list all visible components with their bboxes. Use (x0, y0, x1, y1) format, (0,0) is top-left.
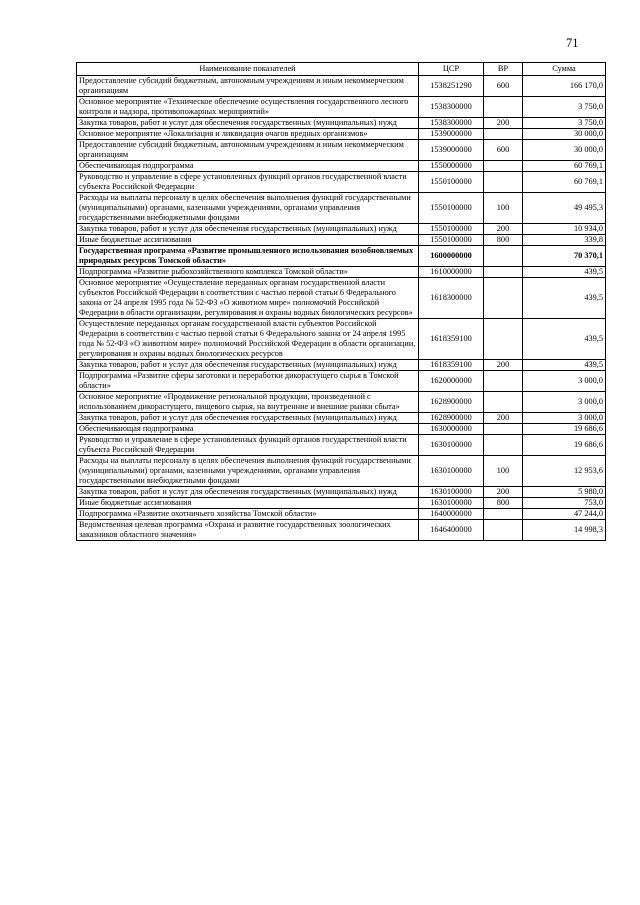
table-row (77, 360, 606, 371)
row-vr-cell (484, 424, 523, 435)
table-row (77, 278, 606, 319)
row-vr-cell: 800 (484, 235, 523, 246)
row-sum-cell: 60 769,1 (523, 172, 606, 193)
row-name-cell: Закупка товаров, работ и услуг для обеспечения государственных (муниципальных) нужд (77, 487, 419, 498)
row-vr-cell (484, 172, 523, 193)
table-row (77, 371, 606, 392)
row-csr-cell: 1538251290 (419, 76, 484, 97)
row-name-cell: Иные бюджетные ассигнования (77, 235, 419, 246)
row-vr-cell (484, 371, 523, 392)
row-vr-cell: 200 (484, 487, 523, 498)
table-row (77, 161, 606, 172)
header-name: Наименование показателей (77, 63, 419, 76)
row-csr-cell: 1550100000 (419, 172, 484, 193)
row-vr-cell: 100 (484, 193, 523, 224)
page-number: 71 (566, 36, 579, 50)
row-vr-cell: 200 (484, 224, 523, 235)
row-sum-cell: 439,5 (523, 267, 606, 278)
row-vr-cell (484, 267, 523, 278)
row-sum-cell: 19 686,6 (523, 424, 606, 435)
row-name-cell: Подпрограмма «Развитие охотничьего хозяйства Томской области» (77, 509, 419, 520)
budget-table (76, 62, 606, 541)
row-csr-cell: 1550100000 (419, 235, 484, 246)
row-name-cell: Подпрограмма «Развитие сферы заготовки и переработки дикорастущего сырья в Томской области» (77, 371, 419, 392)
table-row (77, 224, 606, 235)
row-vr-cell (484, 246, 523, 267)
row-name-cell: Руководство и управление в сфере установленных функций органов государственной власти субъекта Российской Федерации (77, 435, 419, 456)
row-csr-cell: 1538300000 (419, 118, 484, 129)
row-csr-cell: 1539000000 (419, 140, 484, 161)
row-vr-cell (484, 278, 523, 319)
row-csr-cell: 1550100000 (419, 193, 484, 224)
row-name-cell: Ведомственная целевая программа «Охрана и развитие государственных зоологических заказников областного значения» (77, 520, 419, 541)
row-sum-cell: 3 750,0 (523, 97, 606, 118)
row-csr-cell: 1640000000 (419, 509, 484, 520)
row-vr-cell (484, 129, 523, 140)
row-name-cell: Предоставление субсидий бюджетным, автономным учреждениям и иным некоммерческим организациям (77, 140, 419, 161)
row-csr-cell: 1550000000 (419, 161, 484, 172)
table-row (77, 246, 606, 267)
table-row (77, 140, 606, 161)
row-sum-cell: 3 000,0 (523, 371, 606, 392)
row-vr-cell: 600 (484, 76, 523, 97)
row-csr-cell: 1618300000 (419, 278, 484, 319)
row-name-cell: Обеспечивающая подпрограмма (77, 424, 419, 435)
row-name-cell: Осуществление переданных органам государственной власти субъектов Российской Федерации в соответствии с частью первой статьи 6 Федерального закона от 24 апреля 1995 года № 52-ФЗ «О животном мире» полномочий Российской Федерации в области организации, регулирования и охраны водных биологических ресурсов (77, 319, 419, 360)
row-vr-cell (484, 392, 523, 413)
row-sum-cell: 3 000,0 (523, 392, 606, 413)
table-row (77, 193, 606, 224)
row-vr-cell (484, 509, 523, 520)
row-csr-cell: 1618359100 (419, 319, 484, 360)
row-csr-cell: 1618359100 (419, 360, 484, 371)
row-sum-cell: 30 000,0 (523, 129, 606, 140)
table-row (77, 509, 606, 520)
table-row (77, 392, 606, 413)
row-vr-cell: 600 (484, 140, 523, 161)
row-csr-cell: 1538300000 (419, 97, 484, 118)
row-csr-cell: 1628900000 (419, 392, 484, 413)
table-row (77, 456, 606, 487)
row-sum-cell: 166 170,0 (523, 76, 606, 97)
row-sum-cell: 5 980,0 (523, 487, 606, 498)
row-sum-cell: 439,5 (523, 278, 606, 319)
header-sum: Сумма (523, 63, 606, 76)
row-csr-cell: 1630100000 (419, 456, 484, 487)
row-vr-cell: 200 (484, 360, 523, 371)
row-sum-cell: 439,5 (523, 360, 606, 371)
table-row (77, 435, 606, 456)
row-csr-cell: 1610000000 (419, 267, 484, 278)
row-sum-cell: 47 244,0 (523, 509, 606, 520)
row-name-cell: Закупка товаров, работ и услуг для обеспечения государственных (муниципальных) нужд (77, 413, 419, 424)
row-name-cell: Подпрограмма «Развитие рыбохозяйственного комплекса Томской области» (77, 267, 419, 278)
row-sum-cell: 70 370,1 (523, 246, 606, 267)
row-sum-cell: 14 998,3 (523, 520, 606, 541)
row-name-cell: Расходы на выплаты персоналу в целях обеспечения выполнения функций государственными (муниципальными) органами, казенными учреждениями, органами управления государственными внебюджетными фондами (77, 456, 419, 487)
row-vr-cell (484, 520, 523, 541)
row-csr-cell: 1646400000 (419, 520, 484, 541)
row-name-cell: Основное мероприятие «Техническое обеспечение осуществления государственного лесного контроля и надзора, противопожарных мероприятий» (77, 97, 419, 118)
row-csr-cell: 1630100000 (419, 487, 484, 498)
row-name-cell: Расходы на выплаты персоналу в целях обеспечения выполнения функций государственными (муниципальными) органами, казенными учреждениями, органами управления государственными внебюджетными фондами (77, 193, 419, 224)
table-row (77, 172, 606, 193)
row-csr-cell: 1539000000 (419, 129, 484, 140)
row-vr-cell: 200 (484, 118, 523, 129)
row-csr-cell: 1600000000 (419, 246, 484, 267)
row-vr-cell: 800 (484, 498, 523, 509)
row-name-cell: Государственная программа «Развитие промышленного использования возобновляемых природных ресурсов Томской области» (77, 246, 419, 267)
row-vr-cell (484, 97, 523, 118)
row-sum-cell: 30 000,0 (523, 140, 606, 161)
row-name-cell: Закупка товаров, работ и услуг для обеспечения государственных (муниципальных) нужд (77, 360, 419, 371)
row-csr-cell: 1628900000 (419, 413, 484, 424)
header-vr: ВР (484, 63, 523, 76)
row-sum-cell: 19 686,6 (523, 435, 606, 456)
table-row (77, 424, 606, 435)
table-row (77, 319, 606, 360)
row-csr-cell: 1630100000 (419, 435, 484, 456)
table-row (77, 413, 606, 424)
table-row (77, 76, 606, 97)
table-row (77, 487, 606, 498)
header-csr: ЦСР (419, 63, 484, 76)
table-body (77, 76, 606, 541)
row-vr-cell (484, 435, 523, 456)
row-sum-cell: 339,8 (523, 235, 606, 246)
row-name-cell: Предоставление субсидий бюджетным, автономным учреждениям и иным некоммерческим организациям (77, 76, 419, 97)
row-vr-cell: 100 (484, 456, 523, 487)
table-row (77, 129, 606, 140)
row-sum-cell: 60 769,1 (523, 161, 606, 172)
row-name-cell: Основное мероприятие «Осуществление переданных органам государственной власти субъектов Российской Федерации в соответствии с частью первой статьи 6 Федерального закона от 24 апреля 1995 года № 52-ФЗ «О животном мире» полномочий Российской Федерации в области организации, регулирования и охраны водных биологических ресурсов» (77, 278, 419, 319)
row-name-cell: Основное мероприятие «Продвижение региональной продукции, произведенной с использованием дикорастущего, пищевого сырья, на внутренние и внешние рынки сбыта» (77, 392, 419, 413)
row-name-cell: Обеспечивающая подпрограмма (77, 161, 419, 172)
row-vr-cell (484, 319, 523, 360)
table-row (77, 498, 606, 509)
row-csr-cell: 1630000000 (419, 424, 484, 435)
row-sum-cell: 3 750,0 (523, 118, 606, 129)
row-name-cell: Руководство и управление в сфере установленных функций органов государственной власти субъекта Российской Федерации (77, 172, 419, 193)
row-csr-cell: 1620000000 (419, 371, 484, 392)
row-name-cell: Основное мероприятие «Локализация и ликвидация очагов вредных организмов» (77, 129, 419, 140)
table-row (77, 97, 606, 118)
table-header-row (77, 63, 606, 76)
row-name-cell: Иные бюджетные ассигнования (77, 498, 419, 509)
row-sum-cell: 12 953,6 (523, 456, 606, 487)
row-vr-cell (484, 161, 523, 172)
table-row (77, 267, 606, 278)
row-sum-cell: 3 000,0 (523, 413, 606, 424)
row-sum-cell: 49 495,3 (523, 193, 606, 224)
table-row (77, 235, 606, 246)
table-row (77, 520, 606, 541)
row-vr-cell: 200 (484, 413, 523, 424)
row-csr-cell: 1630100000 (419, 498, 484, 509)
row-name-cell: Закупка товаров, работ и услуг для обеспечения государственных (муниципальных) нужд (77, 224, 419, 235)
table-row (77, 118, 606, 129)
row-csr-cell: 1550100000 (419, 224, 484, 235)
row-sum-cell: 10 934,0 (523, 224, 606, 235)
row-sum-cell: 753,0 (523, 498, 606, 509)
row-name-cell: Закупка товаров, работ и услуг для обеспечения государственных (муниципальных) нужд (77, 118, 419, 129)
row-sum-cell: 439,5 (523, 319, 606, 360)
